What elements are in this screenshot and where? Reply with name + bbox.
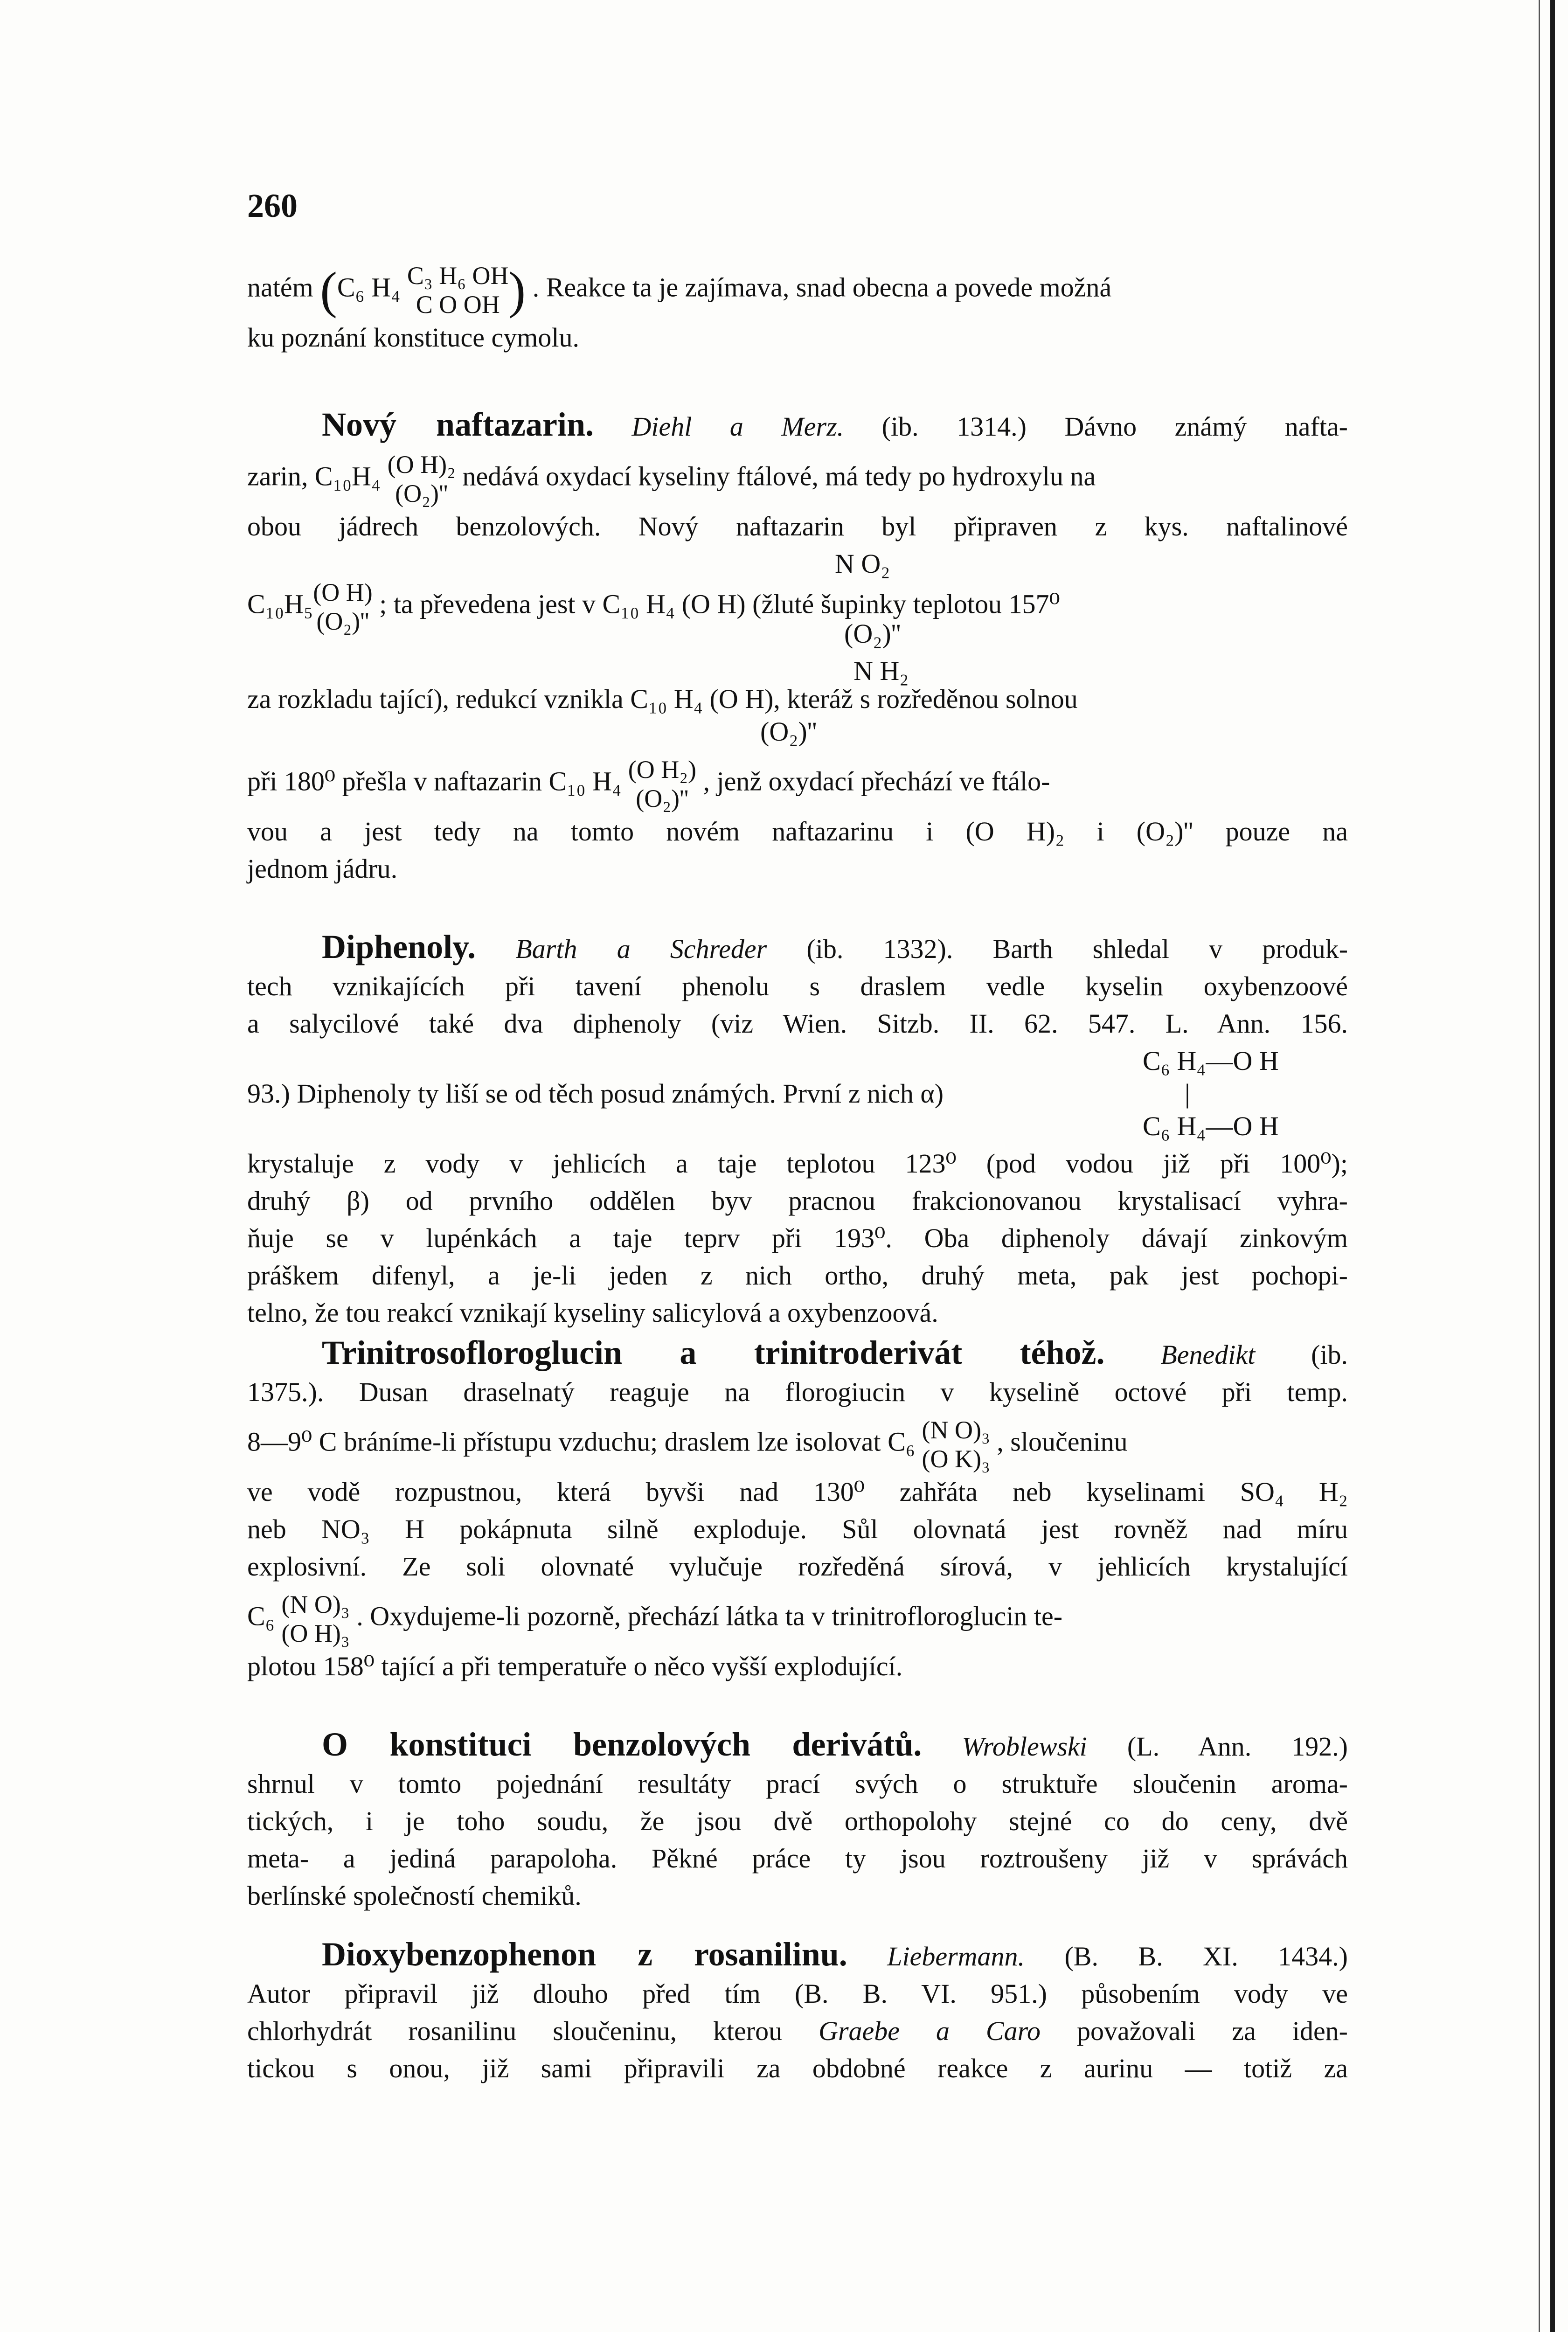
section-author: Diehl a Merz. — [631, 411, 844, 442]
section-naftazarin: Nový naftazarin. Diehl a Merz. (ib. 1314.) Dávno známý nafta- zarin, C₁₀H₄ (O H)₂ (O₂)'' nedává oxydací kyseliny ftálové, má tedy po hydroxylu na obou jádrech benzolových. Nový naftazarin byl připraven z kys. naftalinové N O₂ C₁₀H₅(O H) (O₂)'' ; ta převedena jest v C₁₀ H₄ (O H) (žluté šupinky teplotou 157⁰ (O₂)'' N H₂ za rozkladu tající), redukcí vznikla C₁₀ H₄ (O H), kteráž s rozředěnou solnou (O₂)'' při 180⁰ přešla v naftazarin C₁₀ H₄ (O H₂) (O₂)'' , jenž oxydací přechází ve ftálo- vou a jest tedy na tomto novém naftazarinu i (O H)₂ i (O₂)'' pouze na jednom jádru. — [247, 406, 1348, 884]
section-benzol-derivaty: O konstituci benzolových derivátů. Wroblewski (L. Ann. 192.) shrnul v tomto pojednání resultáty prací svých o struktuře sloučenin aroma- tických, i je toho soudu, že jsou dvě orthopolohy stejné co do ceny, dvě meta- a jediná parapoloha. Pěkné práce ty jsou roztroušeny již v správách berlínské společností chemiků. — [247, 1726, 1348, 1911]
section-heading-line: Diphenoly. Barth a Schreder (ib. 1332). Barth shledal v produk- — [322, 928, 1348, 965]
formula-stack: (O H)₂ (O₂)'' — [387, 451, 456, 507]
section-diphenoly: Diphenoly. Barth a Schreder (ib. 1332). Barth shledal v produk- tech vznikajících při tavení phenolu s draslem vedle kyselin oxybenzoové a salycilové také dva diphenoly (viz Wien. Sitzb. II. 62. 547. L. Ann. 156. C₆ H₄—O H 93.) Diphenoly ty liší se od těch posud známých. První z nich α) | C₆ H₄—O H krystaluje z vody v jehlicích a taje teplotou 123⁰ (pod vodou již při 100⁰); druhý β) od prvního oddělen byv pracnou frakcionovanou krystalisací vyhra- ňuje se v lupénkách a taje teprv při 193⁰. Oba diphenoly dávají zinkovým práškem difenyl, a je-li jeden z nich ortho, druhý meta, pak jest pochopi- telno, že tou reakcí vznikají kyseliny salicylová a oxybenzoová. — [247, 928, 1348, 1328]
page-edge-rule-thin — [1539, 0, 1540, 2332]
section-title: O konstituci benzolových derivátů. — [322, 1726, 922, 1763]
intro-line-1: natém (C₆ H₄ C₃ H₆ OH C O OH ) . Reakce ta je zajímava, snad obecna a povede možná — [247, 262, 1112, 319]
section-trinitrosofloroglucin: Trinitrosofloroglucin a trinitroderivát téhož. Benedikt (ib. 1375.). Dusan draselnatý reaguje na florogiucin v kyselině octové při temp. 8—9⁰ C bráníme-li přístupu vzduchu; draslem lze isolovat C₆ (N O)₃ (O K)₃ , sloučeninu ve vodě rozpustnou, která byvši nad 130⁰ zahřáta neb kyselinami SO₄ H₂ neb NO₃ H pokápnuta silně exploduje. Sůl olovnatá jest rovněž nad míru explosivní. Ze soli olovnaté vylučuje rozředěná sírová, v jehlicích krystalující C₆ (N O)₃ (O H)₃ . Oxydujeme-li pozorně, přechází látka ta v trinitrofloroglucin te- plotou 158⁰ tající a při temperatuře o něco vyšší explodující. — [247, 1334, 1348, 1681]
formula-stack: (N O)₃ (O H)₃ — [281, 1590, 350, 1647]
page-number: 260 — [247, 187, 298, 224]
section-title: Nový naftazarin. — [322, 406, 594, 443]
section-author: Benedikt — [1160, 1340, 1256, 1370]
section-title: Dioxybenzophenon z rosanilinu. — [322, 1936, 847, 1973]
page-edge-rule — [1550, 0, 1555, 2332]
section-title: Trinitrosofloroglucin a trinitroderivát téhož. — [322, 1334, 1105, 1371]
section-author: Barth a Schreder — [515, 934, 767, 964]
section-author: Wroblewski — [962, 1731, 1087, 1762]
section-heading-line: Nový naftazarin. Diehl a Merz. (ib. 1314.) Dávno známý nafta- — [322, 406, 1348, 443]
section-dioxybenzophenon: Dioxybenzophenon z rosanilinu. Liebermann. (B. B. XI. 1434.) Autor připravil již dlouho před tím (B. B. VI. 951.) působením vody ve chlorhydrát rosanilinu sloučeninu, kterou Graebe a Caro považovali za iden- tickou s onou, již sami připravili za obdobné reakce z aurinu — totiž za — [247, 1936, 1348, 2083]
formula-stack: (O H) (O₂)'' — [313, 578, 373, 635]
section-title: Diphenoly. — [322, 928, 476, 965]
intro-paragraph — [247, 261, 1348, 356]
section-heading-line: Trinitrosofloroglucin a trinitroderivát téhož. Benedikt (ib. — [322, 1334, 1348, 1371]
section-heading-line: O konstituci benzolových derivátů. Wroblewski (L. Ann. 192.) — [322, 1726, 1348, 1763]
section-author: Liebermann. — [887, 1941, 1025, 1971]
section-heading-line: Dioxybenzophenon z rosanilinu. Liebermann. (B. B. XI. 1434.) — [322, 1936, 1348, 1973]
formula-stack: C₃ H₆ OH C O OH — [407, 262, 509, 319]
intro-line-2: ku poznání konstituce cymolu. — [247, 322, 579, 353]
formula-stack: (O H₂) (O₂)'' — [628, 756, 697, 812]
formula-stack: (N O)₃ (O K)₃ — [922, 1416, 990, 1473]
